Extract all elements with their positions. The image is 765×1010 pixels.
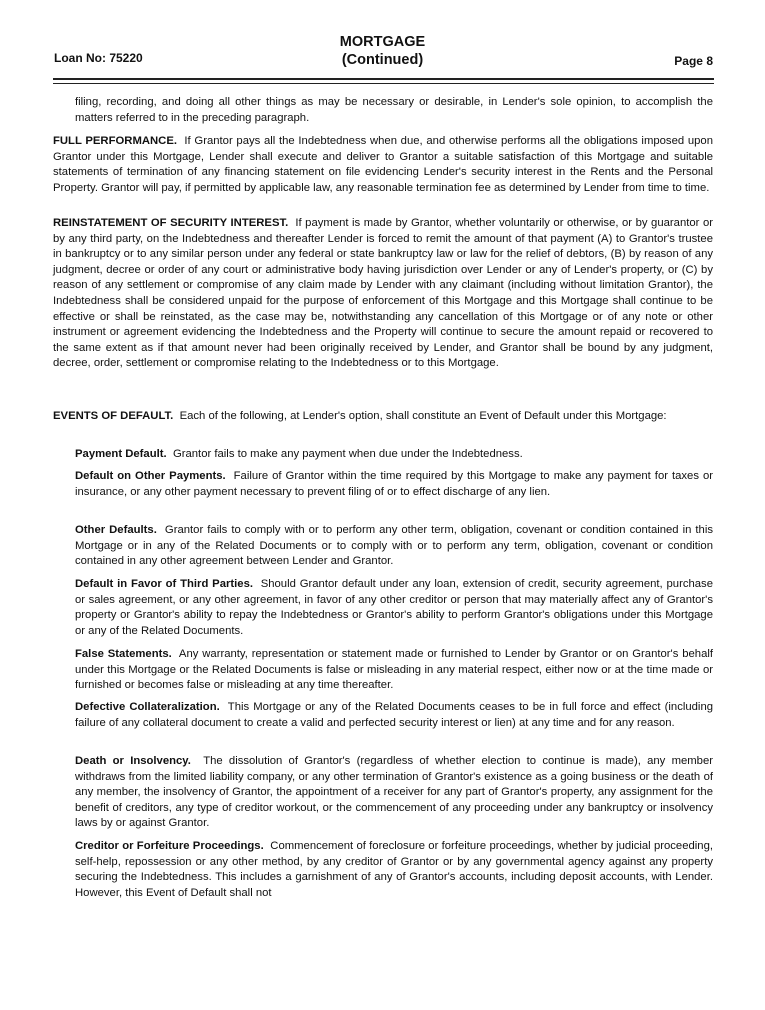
paragraph-full-performance	[53, 134, 713, 196]
paragraph-text: Each of the following, at Lender's option, shall constitute an Event of Default under this Mortgage:	[179, 410, 667, 422]
paragraph-other-defaults	[75, 523, 713, 570]
paragraph-text: Commencement of foreclosure or forfeiture proceedings, whether by judicial proceeding, self-help, repossession or any other method, by any creditor of Grantor or by any governmental agency against any property securing the Indebtedness. This includes a garnishment of any of Grantor's accounts, including deposit accounts, with Lender. However, this Event of Default shall not	[75, 840, 713, 899]
paragraph-text: The dissolution of Grantor's (regardless of whether election to continue is made), any member withdraws from the limited liability company, or any other termination of Grantor's existence as a going business or the death of any member, the insolvency of Grantor, the appointment of a receiver for any part of Grantor's property, any assignment for the benefit of creditors, any type of creditor workout, or the commencement of any proceeding under any bankruptcy or insolvency laws by or against Grantor.	[75, 755, 714, 830]
paragraph-heading: EVENTS OF DEFAULT.	[53, 410, 174, 422]
paragraph-third-parties	[75, 577, 713, 639]
paragraph-text: Any warranty, representation or statement made or furnished to Lender by Grantor or on Grantor's behalf under this Mortgage or the Related Documents is false or misleading in any material respect, either now or at the time made or furnished or becomes false or misleading at any time thereafter.	[75, 648, 714, 692]
paragraph-false-statements	[75, 647, 713, 694]
header-rule-bottom	[53, 83, 714, 84]
paragraph-creditor-forfeiture	[75, 839, 713, 901]
document-title	[0, 33, 765, 69]
paragraph-continued	[75, 95, 713, 126]
paragraph-events-of-default	[53, 409, 713, 425]
paragraph-heading: Payment Default.	[75, 448, 167, 460]
title-main: MORTGAGE	[339, 34, 426, 50]
paragraph-defective-collateralization	[75, 700, 713, 731]
paragraph-payment-default	[75, 447, 713, 463]
paragraph-heading: FULL PERFORMANCE.	[53, 135, 177, 147]
paragraph-heading: Death or Insolvency.	[75, 755, 191, 767]
paragraph-text: filing, recording, and doing all other things as may be necessary or desirable, in Lender's sole opinion, to accomplish the matters referred to in the preceding paragraph.	[75, 96, 713, 124]
loan-number: Loan No: 75220	[54, 51, 143, 65]
header-rule-top	[53, 78, 714, 80]
page-number: Page 8	[674, 54, 713, 68]
paragraph-text: Should Grantor default under any loan, extension of credit, security agreement, purchase or sales agreement, or any other agreement, in favor of any other creditor or person that may materially affect any of Grantor's property or Grantor's ability to repay the Indebtedness or Grantor's ability to perform Grantor's obligations under this Mortgage or any of the Related Documents.	[75, 578, 713, 637]
paragraph-text: Grantor fails to make any payment when due under the Indebtedness.	[172, 448, 523, 460]
paragraph-heading: Creditor or Forfeiture Proceedings.	[75, 840, 264, 852]
paragraph-text: If payment is made by Grantor, whether voluntarily or otherwise, or by guarantor or by any third party, on the Indebtedness and thereafter Lender is forced to remit the amount of that payment (A) to Grantor's trustee in bankruptcy or to any similar person under any federal or state bankruptcy law or law for the relief of debtors, (B) by reason of any judgment, decree or order of any court or administrative body having jurisdiction over Lender or any of Lender's property, or (C) by reason of any settlement or compromise of any claim made by Lender with any claimant (including without limitation Grantor), the Indebtedness shall be considered unpaid for the purpose of enforcement of this Mortgage and this Mortgage shall continue to be effective or shall be reinstated, as the case may be, notwithstanding any cancellation of this Mortgage or of any note or other instrument or agreement evidencing the Indebtedness and the Property will continue to secure the amount repaid or recovered to the same extent as if that amount never had been originally received by Lender, and Grantor shall be bound by any judgment, decree, order, settlement or compromise relating to the Indebtedness or to this Mortgage.	[53, 217, 713, 370]
paragraph-default-other-payments	[75, 469, 713, 500]
paragraph-text: If Grantor pays all the Indebtedness when due, and otherwise performs all the obligations imposed upon Grantor under this Mortgage, Lender shall execute and deliver to Grantor a suitable satisfaction of this Mortgage and suitable statements of termination of any financing statement on file evidencing Lender's security interest in the Rents and the Personal Property. Grantor will pay, if permitted by applicable law, any reasonable termination fee as determined by Lender from time to time.	[53, 135, 713, 194]
paragraph-death-insolvency	[75, 754, 713, 832]
paragraph-heading: False Statements.	[75, 648, 172, 660]
paragraph-reinstatement	[53, 216, 713, 372]
paragraph-text: Grantor fails to comply with or to perform any other term, obligation, covenant or condition contained in this Mortgage or in any of the Related Documents or to comply with or to perform any term, obligation, covenant or condition contained in any other agreement between Lender and Grantor.	[75, 524, 713, 568]
title-sub: (Continued)	[341, 52, 424, 68]
paragraph-text: Failure of Grantor within the time required by this Mortgage to make any payment for taxes or insurance, or any other payment necessary to prevent filing of or to effect discharge of any lien.	[75, 470, 713, 498]
paragraph-text: This Mortgage or any of the Related Documents ceases to be in full force and effect (including failure of any collateral document to create a valid and perfected security interest or lien) at any time and for any reason.	[75, 701, 714, 729]
paragraph-heading: Defective Collateralization.	[75, 701, 220, 713]
paragraph-heading: Default on Other Payments.	[75, 470, 226, 482]
paragraph-heading: Default in Favor of Third Parties.	[75, 578, 253, 590]
paragraph-heading: Other Defaults.	[75, 524, 157, 536]
paragraph-heading: REINSTATEMENT OF SECURITY INTEREST.	[53, 217, 289, 229]
